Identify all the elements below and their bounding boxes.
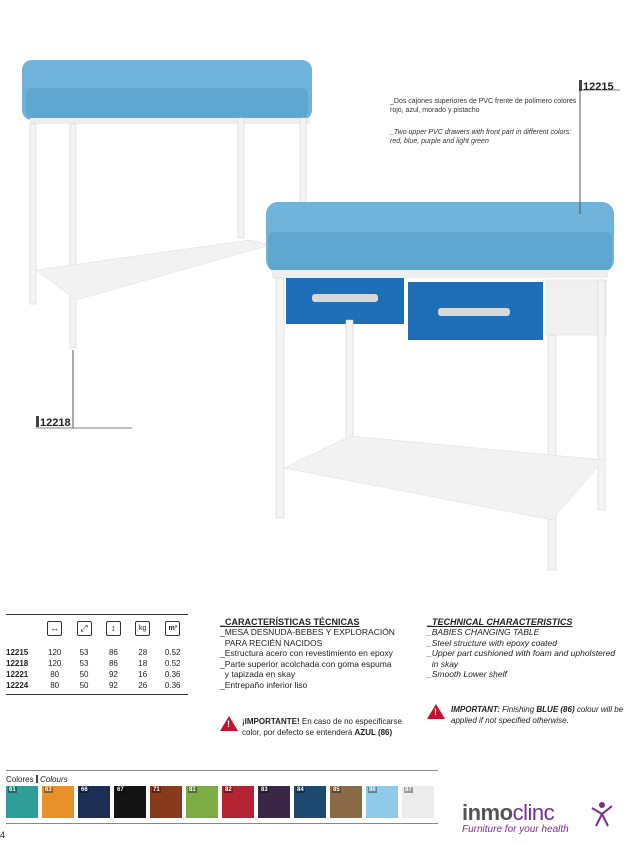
table-12218-illustration xyxy=(22,60,312,348)
color-swatch-code: 86 xyxy=(369,787,376,793)
height-icon: ↕ xyxy=(106,621,121,636)
table-12215-illustration xyxy=(266,202,614,570)
drawer-note-en: _Two upper PVC drawers with front part in different colors: red, blue, purple and light green xyxy=(390,129,572,145)
color-swatch-code: 87 xyxy=(405,787,412,793)
color-swatch xyxy=(402,786,434,818)
table-row: 12221 80 50 92 16 0.36 xyxy=(6,670,181,679)
specs-header-row xyxy=(6,621,188,636)
color-swatch-code: 81 xyxy=(189,787,196,793)
color-swatch-code: 67 xyxy=(117,787,124,793)
swatch-row xyxy=(6,786,438,820)
color-swatch-code: 61 xyxy=(9,787,16,793)
code-marker-icon xyxy=(36,416,39,427)
specs-table xyxy=(6,614,188,695)
color-swatch-code: 71 xyxy=(153,787,160,793)
weight-icon: kg xyxy=(135,621,150,636)
table-row: 12215 120 53 86 28 0.52 xyxy=(6,648,181,657)
color-swatch-code: 66 xyxy=(81,787,88,793)
color-swatch xyxy=(330,786,362,818)
code-marker-icon xyxy=(579,80,582,91)
color-swatch xyxy=(294,786,326,818)
color-swatch xyxy=(114,786,146,818)
table-row: 12224 80 50 92 26 0.36 xyxy=(6,681,181,690)
figure-logo-icon xyxy=(590,800,614,828)
color-swatch xyxy=(258,786,290,818)
color-swatch xyxy=(366,786,398,818)
page-number: 4 xyxy=(0,830,6,840)
color-swatch xyxy=(186,786,218,818)
color-swatch xyxy=(222,786,254,818)
tech-characteristics-es: _CARACTERÍSTICAS TÉCNICAS _MESA DESNUDA-BEBES Y EXPLORACIÓN PARA RECIÉN NACIDOS _Estructura acero con revestimiento en epoxy _Parte superior acolchada con goma espuma y tapizada en skay _Entrepaño inferior liso xyxy=(220,617,420,690)
color-swatch xyxy=(150,786,182,818)
tech-title-en: _TECHNICAL CHARACTERISTICS xyxy=(427,617,573,627)
color-swatch xyxy=(78,786,110,818)
warning-icon: ! xyxy=(427,704,445,719)
color-swatch xyxy=(42,786,74,818)
color-swatch-code: 85 xyxy=(333,787,340,793)
table-row: 12218 120 53 86 18 0.52 xyxy=(6,659,181,668)
product-code-12218: 12218 xyxy=(36,416,71,429)
color-swatch-code: 82 xyxy=(225,787,232,793)
tech-title-es: _CARACTERÍSTICAS TÉCNICAS xyxy=(220,617,360,627)
brand-tagline: Furniture for your health xyxy=(462,824,569,835)
color-swatch-code: 63 xyxy=(45,787,52,793)
color-swatch-code: 83 xyxy=(261,787,268,793)
width-icon: ↔ xyxy=(47,621,62,636)
brand-logo: inmoclinc Furniture for your health xyxy=(462,800,622,835)
warning-icon: ! xyxy=(220,716,238,731)
product-code-12215: 12215 xyxy=(579,80,614,93)
volume-icon: m³ xyxy=(165,621,180,636)
colors-label: Colores Colours xyxy=(6,775,68,784)
colors-section xyxy=(6,770,438,824)
color-swatch xyxy=(6,786,38,818)
depth-icon: ⤢ xyxy=(77,621,92,636)
drawer-note-es: _Dos cajones superiores de PVC frente de polímero colores rojo, azul, morado y pistacho xyxy=(390,98,577,114)
color-swatch-code: 84 xyxy=(297,787,304,793)
tech-characteristics-en: _TECHNICAL CHARACTERISTICS _BABIES CHANGING TABLE _Steel structure with epoxy coated _Upper part cushioned with foam and upholstered in skay _Smooth Lower shelf xyxy=(427,617,627,680)
